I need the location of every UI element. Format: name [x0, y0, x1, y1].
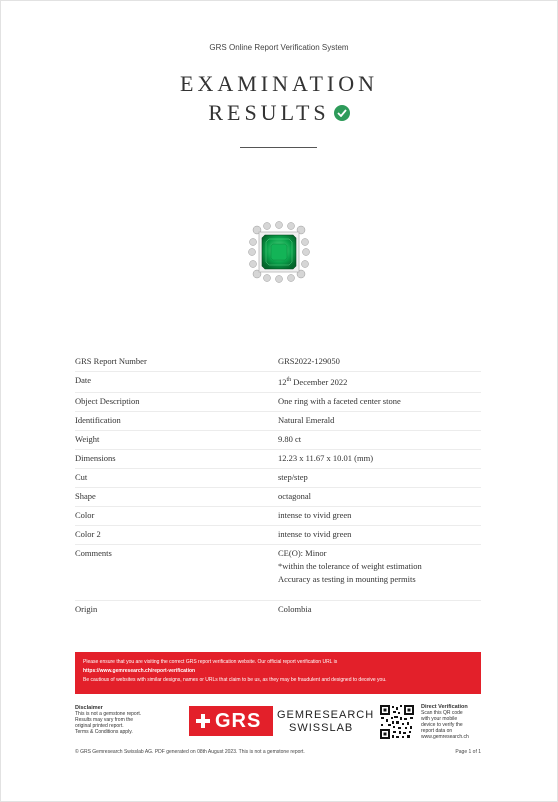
table-row — [75, 411, 481, 430]
row-value: Natural Emerald — [278, 411, 481, 430]
grs-logo-mark — [189, 706, 273, 736]
row-value: 12.23 x 11.67 x 10.01 (mm) — [278, 449, 481, 468]
table-row — [75, 449, 481, 468]
row-key: Shape — [75, 487, 278, 506]
table-row — [75, 372, 481, 393]
disclaimer — [75, 705, 175, 735]
disclaimer-line: original printed report. — [75, 723, 124, 729]
table-row — [75, 468, 481, 487]
row-key: Weight — [75, 430, 278, 449]
dv-line: with your mobile — [421, 716, 458, 722]
row-value — [278, 372, 481, 393]
date-suffix: th — [286, 377, 292, 383]
logo-line1: GEMRESEARCH — [277, 709, 375, 721]
footer — [75, 749, 481, 755]
row-key: Date — [75, 372, 278, 393]
row-value: intense to vivid green — [278, 506, 481, 525]
dv-line: www.gemresearch.ch — [421, 734, 469, 740]
banner-caution: Be cautious of websites with similar designs, names or URLs that claim to be us, as they may be fraudulent and designed to deceive you. — [83, 677, 387, 683]
table-row — [75, 525, 481, 544]
qr-code-icon — [379, 704, 415, 740]
table-row — [75, 487, 481, 506]
warning-banner — [75, 652, 481, 694]
date-day: 12 — [278, 376, 287, 387]
page-number: Page 1 of 1 — [455, 749, 481, 755]
dv-line: device to verify the — [421, 722, 463, 728]
grs-logo-text: GRS — [215, 710, 262, 732]
comment-line: Accuracy as testing in mounting permits — [278, 573, 416, 584]
grs-logo — [189, 706, 375, 736]
footer-text: © GRS Gemresearch Swisslab AG. PDF generated on 08th August 2023. This is not a gemstone report. — [75, 749, 305, 755]
table-row — [75, 506, 481, 525]
gemstone-image — [247, 220, 311, 284]
verification-link[interactable]: https://www.gemresearch.ch/report-verification — [83, 668, 196, 674]
row-key: GRS Report Number — [75, 353, 278, 372]
table-row — [75, 353, 481, 372]
row-value: octagonal — [278, 487, 481, 506]
direct-verification — [421, 704, 483, 740]
disclaimer-heading: Disclaimer — [75, 705, 103, 711]
swiss-cross-icon — [195, 713, 211, 729]
report-details-table — [75, 353, 481, 619]
row-key: Cut — [75, 468, 278, 487]
table-row — [75, 430, 481, 449]
table-row — [75, 392, 481, 411]
row-key: Color 2 — [75, 525, 278, 544]
row-key: Identification — [75, 411, 278, 430]
row-value: step/step — [278, 468, 481, 487]
row-value: One ring with a faceted center stone — [278, 392, 481, 411]
disclaimer-line: Results may vary from the — [75, 717, 134, 723]
row-value: intense to vivid green — [278, 525, 481, 544]
dv-line: report data on — [421, 728, 453, 734]
page-title-line2-text: RESULTS — [208, 100, 330, 125]
system-name: GRS Online Report Verification System — [209, 43, 349, 52]
row-key: Comments — [75, 544, 278, 600]
row-value: GRS2022-129050 — [278, 353, 481, 372]
date-rest: December 2022 — [291, 376, 348, 387]
check-circle-icon — [334, 105, 350, 121]
page-title-line2 — [1, 100, 557, 126]
direct-verification-heading: Direct Verification — [421, 704, 468, 710]
dv-line: Scan this QR code — [421, 710, 463, 716]
row-key: Origin — [75, 603, 98, 614]
comment-line: CE(O): Minor — [278, 547, 327, 558]
row-value: 9.80 ct — [278, 430, 481, 449]
logo-line2: SWISSLAB — [289, 722, 354, 734]
title-divider — [240, 147, 317, 148]
row-key: Dimensions — [75, 449, 278, 468]
table-row — [75, 600, 481, 619]
disclaimer-line: Terms & Conditions apply. — [75, 729, 133, 735]
row-key: Object Description — [75, 392, 278, 411]
comment-line: *within the tolerance of weight estimation — [278, 560, 422, 571]
banner-text: Please ensure that you are visiting the correct GRS report verification website. Our official report verification URL is — [83, 659, 338, 665]
row-value: Colombia — [278, 603, 312, 614]
page-title-line1: EXAMINATION — [180, 71, 378, 96]
row-value-comments — [278, 544, 481, 600]
disclaimer-line: This is not a gemstone report. — [75, 711, 142, 717]
table-row — [75, 544, 481, 600]
row-key: Color — [75, 506, 278, 525]
